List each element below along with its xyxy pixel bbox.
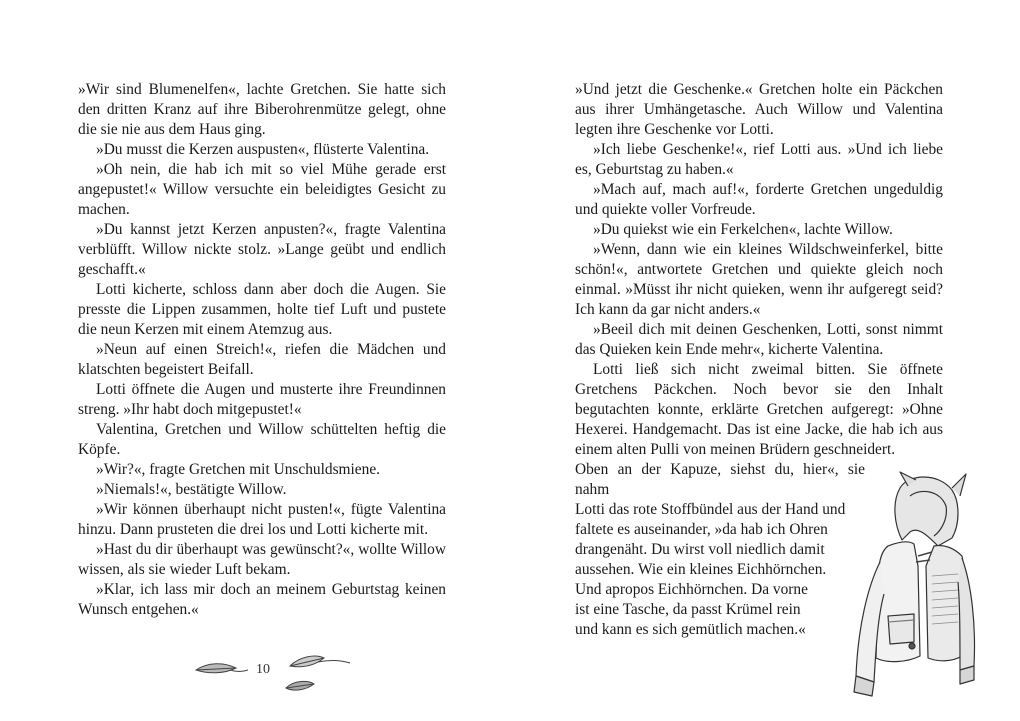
- paragraph: »Oh nein, die hab ich mit so viel Mühe gerade erst angepustet!« Willow versuchte ein beleidigtes Gesicht zu machen.: [78, 161, 446, 218]
- paragraph: »Klar, ich lass mir doch an meinem Geburtstag keinen Wunsch entgehen.«: [78, 581, 446, 618]
- paragraph: »Du kannst jetzt Kerzen anpusten?«, fragte Valentina verblüfft. Willow nickte stolz. »Lange geübt und endlich geschafft.«: [78, 221, 446, 278]
- paragraph: »Wir können überhaupt nicht pusten!«, fügte Valentina hinzu. Dann prusteten die drei los und Lotti kicherte mit.: [78, 501, 446, 538]
- text-line: faltete es auseinander, »da hab ich Ohren: [575, 521, 828, 538]
- paragraph: Lotti kicherte, schloss dann aber doch die Augen. Sie presste die Lippen zusammen, holte tief Luft und pustete die neun Kerzen mit einem Atemzug aus.: [78, 281, 446, 338]
- text-line: ist eine Tasche, da passt Krümel rein: [575, 601, 801, 618]
- paragraph: »Wir sind Blumenelfen«, lachte Gretchen. Sie hatte sich den dritten Kranz auf ihre Biberohrenmütze gelegt, ohne die sie nie aus dem Haus ging.: [78, 81, 446, 138]
- paragraph: »Hast du dir überhaupt was gewünscht?«, wollte Willow wissen, als sie wieder Luft bekam.: [78, 541, 446, 578]
- paragraph: »Niemals!«, bestätigte Willow.: [96, 481, 287, 498]
- paragraph: Valentina, Gretchen und Willow schüttelten heftig die Köpfe.: [78, 421, 446, 458]
- paragraph: »Neun auf einen Streich!«, riefen die Mädchen und klatschten begeistert Beifall.: [78, 341, 446, 378]
- falling-leaves-ornament: [190, 648, 360, 696]
- left-page-text: [78, 80, 446, 620]
- paragraph: Lotti ließ sich nicht zweimal bitten. Sie öffnete Gretchens Päckchen. Noch bevor sie den Inhalt begutachten konnte, erklärte Gretchen aufgeregt: »Ohne Hexerei. Handgemacht. Das ist eine Jacke, die hab ich aus einem alten Pulli von meinen Brüdern geschneidert.: [575, 361, 943, 458]
- paragraph: »Du musst die Kerzen auspusten«, flüsterte Valentina.: [96, 141, 430, 158]
- paragraph: »Wir?«, fragte Gretchen mit Unschuldsmiene.: [96, 461, 381, 478]
- paragraph: »Und jetzt die Geschenke.« Gretchen holte ein Päckchen aus ihrer Umhängetasche. Auch Willow und Valentina legten ihre Geschenke vor Lotti.: [575, 81, 943, 138]
- paragraph: Lotti öffnete die Augen und musterte ihre Freundinnen streng. »Ihr habt doch mitgepustet!«: [78, 381, 446, 418]
- paragraph: »Wenn, dann wie ein kleines Wildschweinferkel, bitte schön!«, antwortete Gretchen und quiekte gleich noch einmal. »Müsst ihr nicht quieken, wenn ihr aufgeregt seid? Ich kann da gar nicht anders.«: [575, 241, 943, 318]
- text-line: Oben an der Kapuze, siehst du, hier«, sie nahm: [575, 461, 865, 498]
- text-line: aussehen. Wie ein kleines Eichhörnchen.: [575, 561, 827, 578]
- paragraph: »Ich liebe Geschenke!«, rief Lotti aus. »Und ich liebe es, Geburtstag zu haben.«: [575, 141, 943, 178]
- text-line: Und apropos Eichhörnchen. Da vorne: [575, 581, 808, 598]
- paragraph: »Du quiekst wie ein Ferkelchen«, lachte Willow.: [593, 221, 893, 238]
- text-line: Lotti das rote Stoffbündel aus der Hand und: [575, 501, 846, 518]
- page-number: 10: [256, 662, 270, 677]
- text-line: drangenäht. Du wirst voll niedlich damit: [575, 541, 825, 558]
- hooded-jacket-sketch: [848, 466, 978, 710]
- wrapped-text-block: [575, 460, 865, 640]
- text-line: und kann es sich gemütlich machen.«: [575, 621, 806, 638]
- paragraph: »Beeil dich mit deinen Geschenken, Lotti, sonst nimmt das Quieken kein Ende mehr«, kicherte Valentina.: [575, 321, 943, 358]
- paragraph: »Mach auf, mach auf!«, forderte Gretchen ungeduldig und quiekte voller Vorfreude.: [575, 181, 943, 218]
